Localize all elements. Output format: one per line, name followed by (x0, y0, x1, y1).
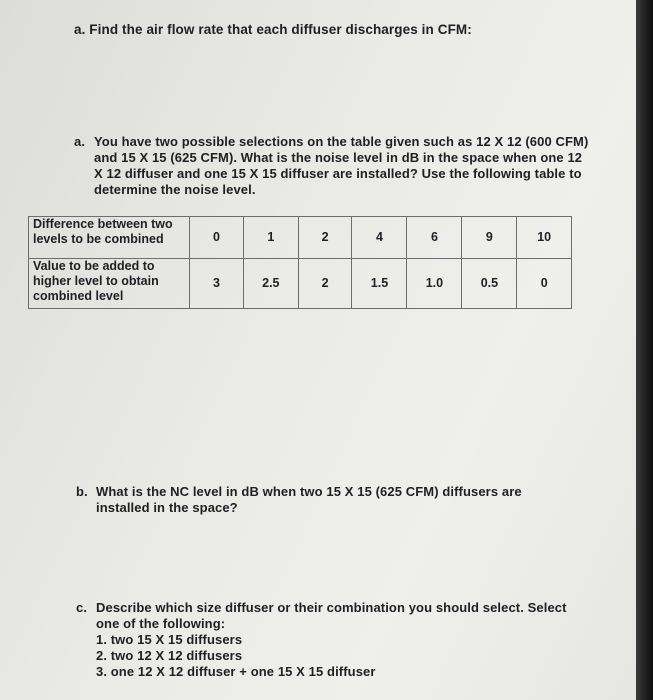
part-a-label: a. (74, 134, 86, 149)
noise-combination-table (28, 216, 572, 309)
part-c-body (96, 600, 576, 680)
question-header: a. Find the air flow rate that each diffuser discharges in CFM: (74, 22, 472, 37)
table-cell: 1.5 (352, 259, 407, 309)
table-cell: 0.5 (462, 259, 517, 309)
row-header-difference: Difference between two levels to be combined (29, 217, 190, 259)
part-c-label: c. (76, 600, 88, 615)
table-row-difference (29, 217, 572, 259)
photo-dark-edge (636, 0, 653, 700)
table-cell: 6 (407, 217, 462, 259)
option-item: 3. one 12 X 12 diffuser + one 15 X 15 diffuser (96, 664, 376, 679)
table-row-added-value (29, 259, 572, 309)
option-item: 1. two 15 X 15 diffusers (96, 632, 243, 647)
table-cell: 10 (517, 217, 572, 259)
table-cell: 2 (298, 217, 352, 259)
part-b-label: b. (76, 484, 88, 499)
option-list (96, 632, 576, 680)
table-cell: 0 (517, 259, 572, 309)
table-cell: 0 (190, 217, 244, 259)
part-a-text: You have two possible selections on the table given such as 12 X 12 (600 CFM) and 15 X 15 (625 CFM). What is the noise level in dB in the space when one 12 X 12 diffuser and one 15 X 15 diffuser are installed? Use the following table to determine the noise level. (94, 134, 589, 197)
table-cell: 1 (243, 217, 298, 259)
part-b-text: What is the NC level in dB when two 15 X 15 (625 CFM) diffusers are installed in the space? (96, 484, 522, 515)
part-c-text: Describe which size diffuser or their combination you should select. Select one of the following: (96, 600, 567, 631)
option-item: 2. two 12 X 12 diffusers (96, 648, 243, 663)
table-cell: 4 (352, 217, 407, 259)
row-header-added-value: Value to be added to higher level to obtain combined level (29, 259, 190, 309)
table-cell: 2 (298, 259, 352, 309)
table-cell: 3 (190, 259, 244, 309)
table-cell: 2.5 (243, 259, 298, 309)
table-cell: 1.0 (407, 259, 462, 309)
table-cell: 9 (462, 217, 517, 259)
